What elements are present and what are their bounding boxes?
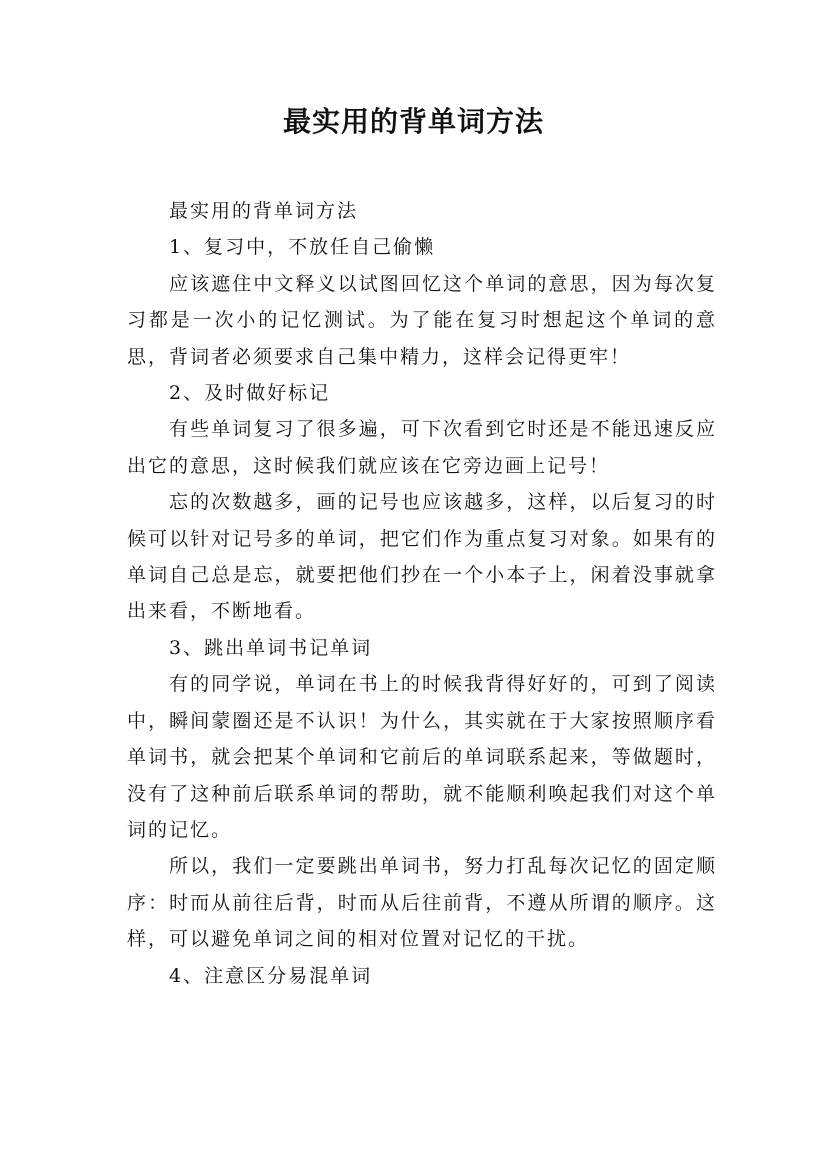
document-body (127, 193, 717, 994)
heading-1: 1、复习中，不放任自己偷懒 (169, 236, 436, 259)
heading-4: 4、注意区分易混单词 (169, 964, 373, 987)
document-title: 最实用的背单词方法 (282, 105, 544, 138)
paragraph: 所以，我们一定要跳出单词书，努力打乱每次记忆的固定顺序：时而从前往后背，时而从后往前背，不遵从所谓的顺序。这样，可以避免单词之间的相对位置对记忆的干扰。 (127, 855, 717, 951)
paragraph: 忘的次数越多，画的记号也应该越多，这样，以后复习的时候可以针对记号多的单词，把它们作为重点复习对象。如果有的单词自己总是忘，就要把他们抄在一个小本子上，闲着没事就拿出来看，不断地看。 (127, 491, 717, 623)
paragraph-subtitle: 最实用的背单词方法 (169, 200, 359, 222)
heading-3: 3、跳出单词书记单词 (169, 636, 373, 659)
paragraph: 应该遮住中文释义以试图回忆这个单词的意思，因为每次复习都是一次小的记忆测试。为了能在复习时想起这个单词的意思，背词者必须要求自己集中精力，这样会记得更牢！ (127, 272, 717, 368)
paragraph: 有的同学说，单词在书上的时候我背得好好的，可到了阅读中，瞬间蒙圈还是不认识！为什么，其实就在于大家按照顺序看单词书，就会把某个单词和它前后的单词联系起来，等做题时，没有了这种前后联系单词的帮助，就不能顺利唤起我们对这个单词的记忆。 (127, 673, 717, 841)
heading-2: 2、及时做好标记 (169, 382, 331, 405)
paragraph: 有些单词复习了很多遍，可下次看到它时还是不能迅速反应出它的意思，这时候我们就应该在它旁边画上记号！ (127, 418, 717, 477)
